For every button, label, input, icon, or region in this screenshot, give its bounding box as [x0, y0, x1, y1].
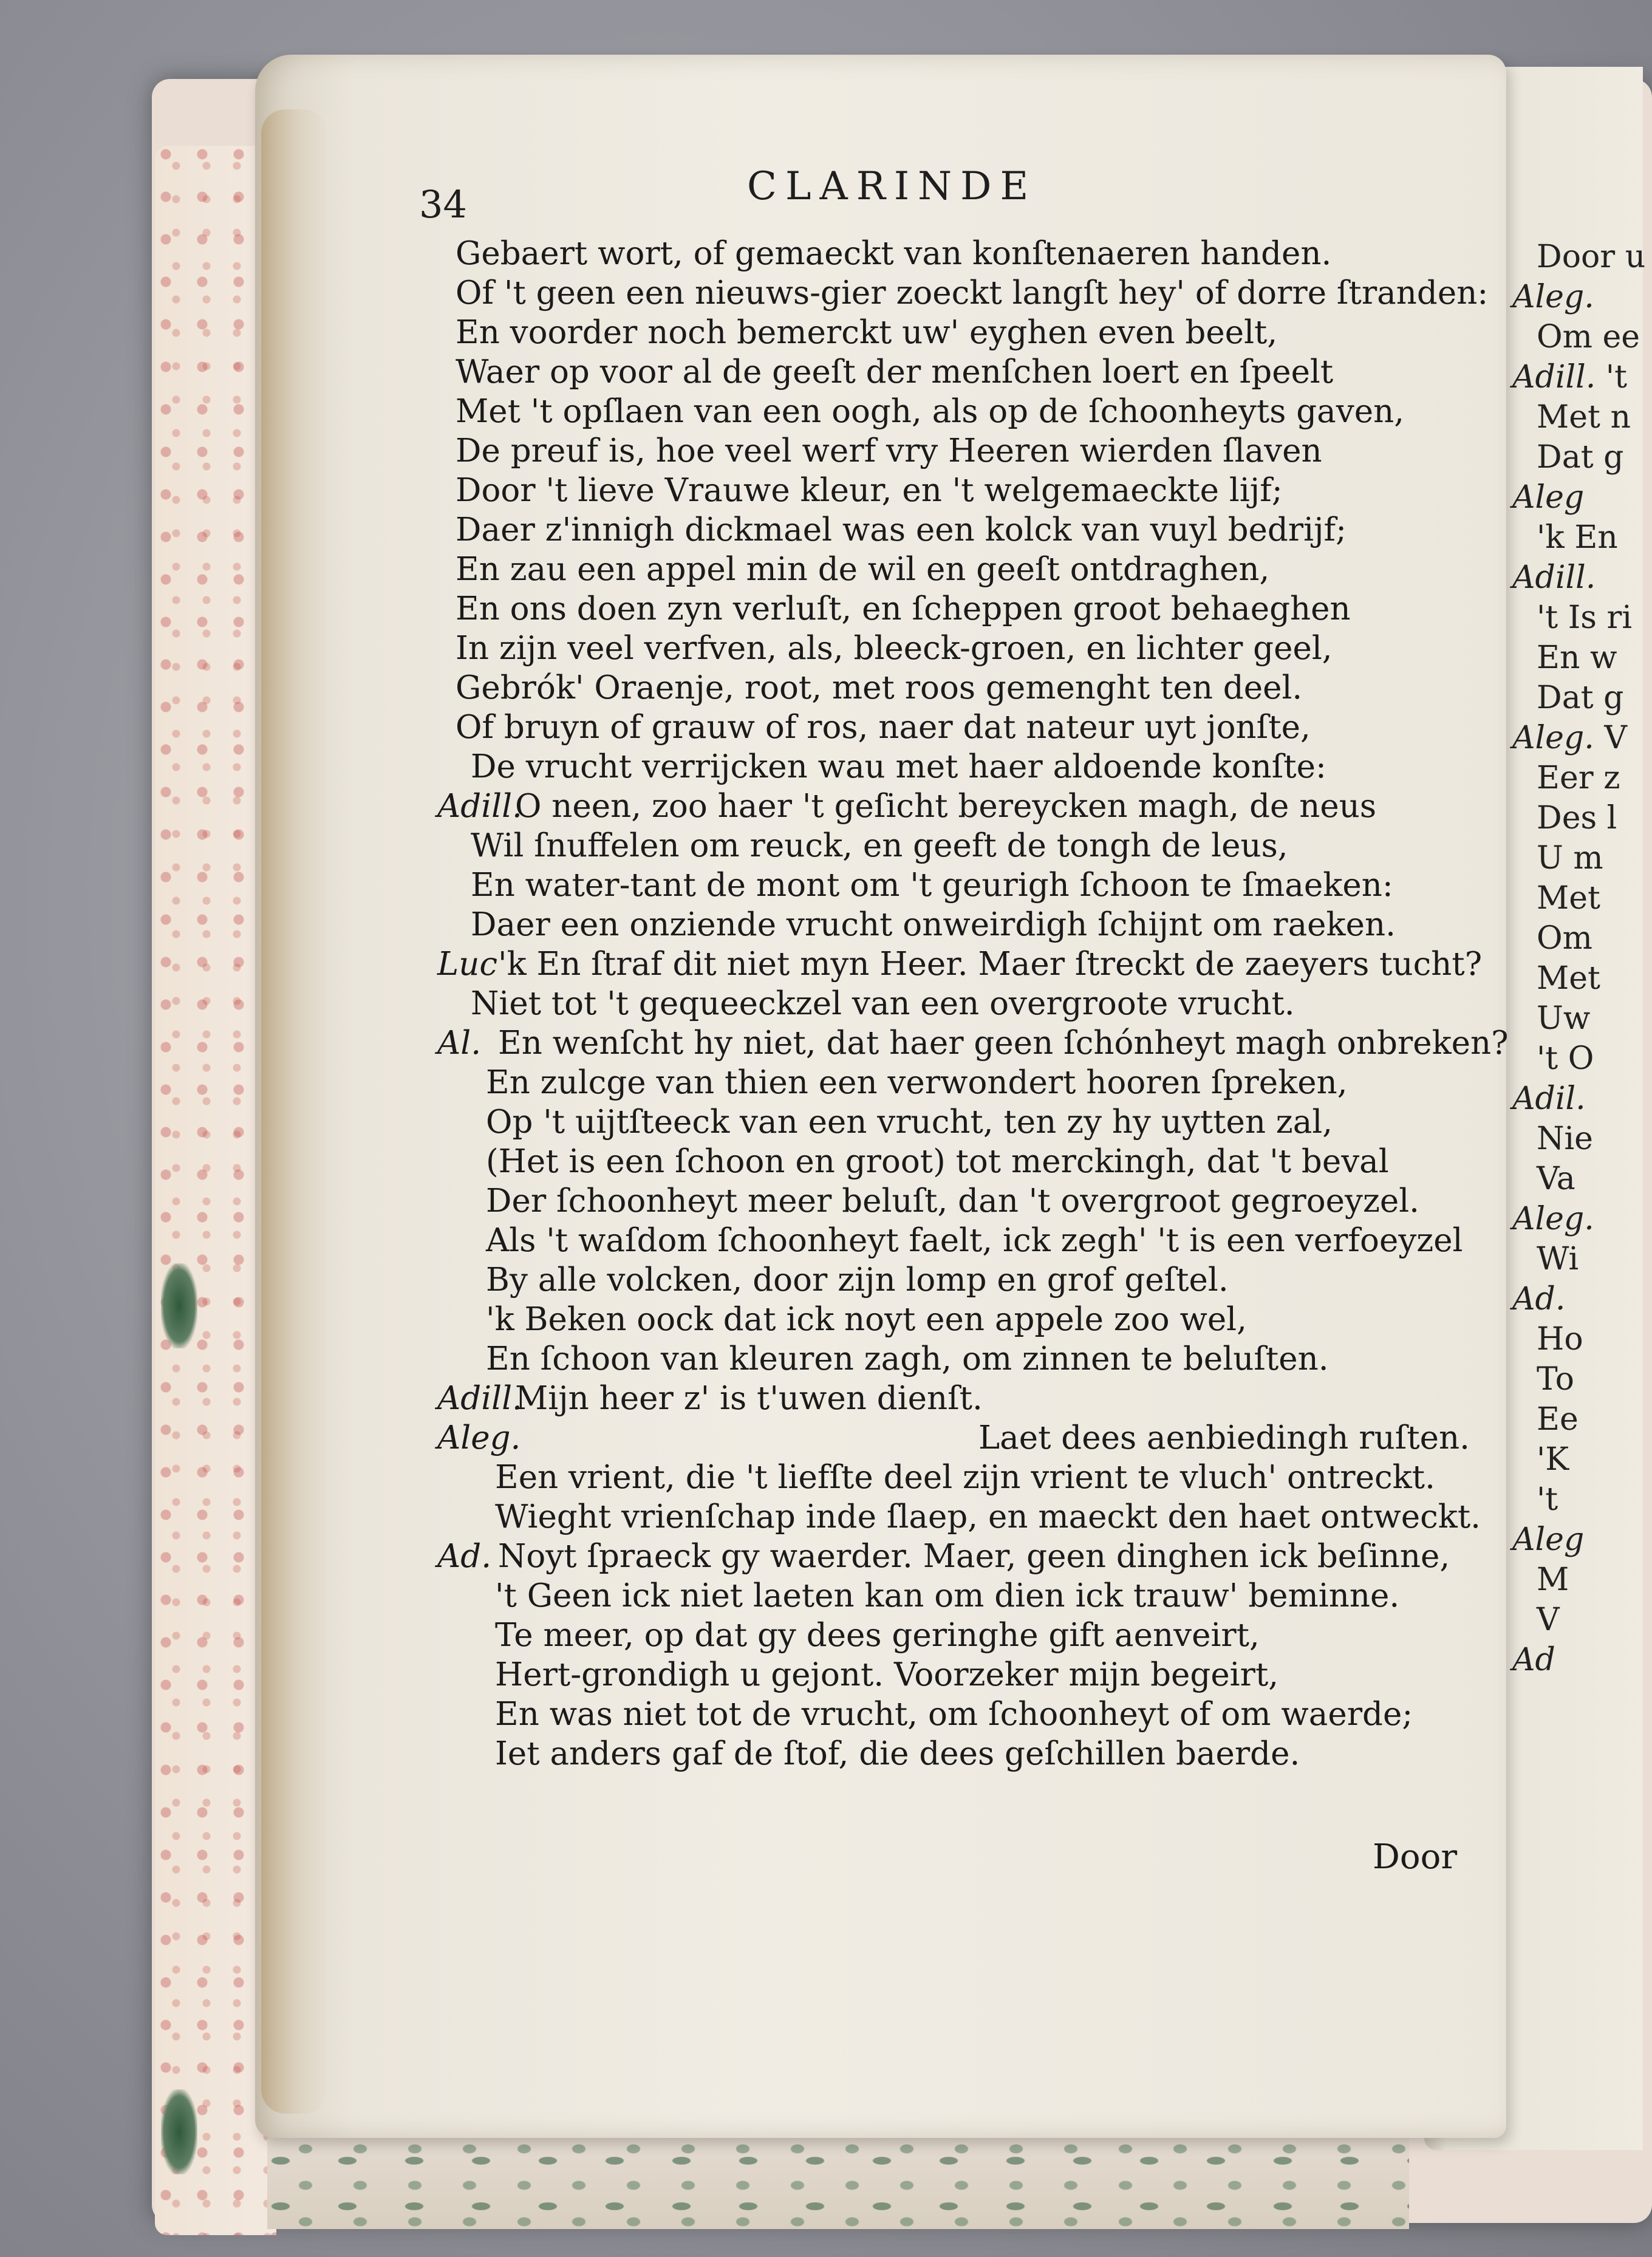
- facing-line: [1512, 1319, 1625, 1359]
- facing-text: Met: [1537, 960, 1600, 997]
- facing-text: Ho: [1537, 1321, 1583, 1357]
- facing-line: [1512, 1600, 1625, 1640]
- verse-line: [437, 1023, 1509, 1063]
- verse-line: [437, 1655, 1458, 1695]
- verse-line: [437, 944, 1483, 984]
- facing-line: [1512, 999, 1625, 1039]
- verse-line: [437, 1379, 1458, 1418]
- verse-text-line: Als 't waſdom ſchoonheyt faelt, ick zegh' 't is een verfoeyzel: [486, 1222, 1463, 1259]
- facing-line: [1512, 1399, 1625, 1439]
- catchword: Door: [1373, 1837, 1458, 1877]
- facing-line: [1512, 517, 1625, 558]
- verse-text: [437, 234, 1509, 1774]
- verse-line: [437, 747, 1458, 787]
- verse-text-line: Der ſchoonheyt meer beluſt, dan 't overgroot gegroeyzel.: [486, 1183, 1420, 1220]
- verse-text-line: Door 't lieve Vrauwe kleur, en 't welgemaeckte lijf;: [456, 472, 1283, 509]
- verse-text-line: Noyt ſpraeck gy waerder. Maer, geen dinghen ick beſinne,: [498, 1538, 1450, 1575]
- verse-line: [437, 1300, 1458, 1339]
- verse-text-line: En voorder noch bemerckt uw' eyghen even beelt,: [456, 314, 1278, 351]
- speaker-label: Ad.: [437, 1538, 492, 1575]
- speaker-label: Adill.: [437, 1380, 522, 1417]
- facing-text: Met n: [1537, 399, 1631, 435]
- verse-text-line: Te meer, op dat gy dees geringhe gift aenveirt,: [495, 1617, 1260, 1654]
- speaker-label: Aleg.: [437, 1419, 521, 1456]
- verse-text-line: De preuf is, hoe veel werf vry Heeren wierden ſlaven: [456, 432, 1322, 469]
- facing-line: [1512, 958, 1625, 999]
- verse-line: [437, 1181, 1458, 1221]
- facing-text: Dat g: [1537, 439, 1624, 476]
- facing-speaker: Ad: [1512, 1642, 1555, 1678]
- facing-text: 't O: [1537, 1040, 1594, 1077]
- verse-line: [437, 1260, 1458, 1300]
- facing-text: Wi: [1537, 1241, 1579, 1277]
- verse-text-line: Waer op voor al de geeſt der menſchen loert en ſpeelt: [456, 353, 1334, 391]
- verse-line: [437, 1063, 1458, 1102]
- verse-line: [437, 234, 1458, 273]
- facing-speaker: Adil.: [1512, 1081, 1586, 1117]
- verse-text-line: En water-tant de mont om 't geurigh ſchoon te ſmaeken:: [471, 867, 1393, 904]
- facing-page-text: [1512, 237, 1646, 1907]
- verse-text-line: En was niet tot de vrucht, om ſchoonheyt of om waerde;: [495, 1696, 1413, 1733]
- facing-line: [1512, 678, 1625, 718]
- verse-text-line: Een vrient, die 't liefſte deel zijn vrient te vluch' ontreckt.: [495, 1459, 1435, 1496]
- verse-line: [437, 1102, 1458, 1142]
- facing-line: [1512, 838, 1625, 878]
- verse-text-line: Hert-grondigh u gejont. Voorzeker mijn begeirt,: [495, 1656, 1279, 1693]
- verse-line: [437, 984, 1458, 1023]
- verse-line: [437, 708, 1458, 747]
- binding-stain: [161, 1263, 197, 1348]
- verse-line: [437, 826, 1458, 866]
- facing-text: U m: [1537, 840, 1603, 876]
- facing-speaker: Adill.: [1512, 559, 1596, 596]
- verse-text-line: Op 't uijtſteeck van een vrucht, ten zy hy uytten zal,: [486, 1104, 1333, 1141]
- facing-line: [1512, 1640, 1625, 1680]
- verse-text-line: By alle volcken, door zijn lomp en grof geſtel.: [486, 1262, 1229, 1299]
- facing-line: [1512, 317, 1640, 357]
- speaker-label: Adill.: [437, 788, 522, 825]
- facing-text: 'K: [1537, 1441, 1569, 1478]
- verse-line: [437, 471, 1458, 510]
- facing-line: [1512, 1359, 1625, 1399]
- facing-line: [1512, 1079, 1625, 1119]
- binding-stain: [161, 2089, 197, 2174]
- verse-text-line: En ons doen zyn verluſt, en ſcheppen groot behaeghen: [456, 590, 1351, 627]
- facing-line: [1512, 878, 1625, 918]
- facing-text: V: [1537, 1602, 1560, 1638]
- verse-text-line: (Het is een ſchoon en groot) tot merckingh, dat 't beval: [486, 1143, 1389, 1180]
- speaker-label: Luc: [437, 946, 498, 983]
- verse-line: [437, 589, 1458, 629]
- verse-line: [437, 629, 1458, 668]
- facing-speaker: Aleg: [1512, 479, 1585, 516]
- facing-line: [1512, 1439, 1625, 1480]
- facing-text: To: [1537, 1361, 1574, 1398]
- facing-line: [1512, 437, 1625, 477]
- verse-text-line: In zijn veel verfven, als, bleeck-groen, en lichter geel,: [456, 630, 1333, 667]
- verse-text-line: Gebaert wort, of gemaeckt van konſtenaeren handen.: [456, 235, 1332, 272]
- verse-line: [437, 1734, 1458, 1774]
- verse-text-line: Wil ſnuffelen om reuck, en geeft de tongh de leus,: [471, 827, 1288, 864]
- facing-text: Nie: [1537, 1121, 1593, 1157]
- verse-line: [437, 273, 1489, 313]
- verse-line: [437, 668, 1458, 708]
- verse-text-line: Gebrók' Oraenje, root, met roos gemenght ten deel.: [456, 669, 1303, 706]
- facing-text: M: [1537, 1562, 1569, 1598]
- verse-text-line: Met 't opſlaen van een oogh, als op de ſchoonheyts gaven,: [456, 393, 1405, 430]
- facing-text: Dat g: [1537, 680, 1624, 716]
- verse-text-line: Daer z'innigh dickmael was een kolck van vuyl bedrijf;: [456, 511, 1347, 548]
- facing-line: [1512, 1039, 1625, 1079]
- verse-line: [437, 1221, 1463, 1260]
- facing-line: [1512, 798, 1625, 838]
- verse-line: [437, 352, 1458, 392]
- facing-line: [1512, 237, 1646, 277]
- verse-line: [437, 431, 1458, 471]
- verse-line: [437, 1537, 1458, 1576]
- verse-line: [437, 1497, 1481, 1537]
- verse-text-line: En zulcge van thien een verwondert hooren ſpreken,: [486, 1064, 1348, 1101]
- verse-text-line: Of 't geen een nieuws-gier zoeckt langſt hey' of dorre ſtranden:: [456, 275, 1489, 312]
- verse-line: [437, 1458, 1458, 1497]
- facing-text: 'k En: [1537, 519, 1618, 556]
- facing-text: 't Is ri: [1537, 599, 1632, 636]
- facing-line: [1512, 277, 1625, 317]
- facing-text: En w: [1537, 640, 1617, 676]
- facing-line: [1512, 718, 1625, 758]
- verse-text-line: Mijn heer z' is t'uwen dienſt.: [515, 1380, 983, 1417]
- facing-speaker: Adill.: [1512, 359, 1596, 395]
- facing-line: [1512, 558, 1625, 598]
- verse-line: [437, 1616, 1458, 1655]
- facing-line: [1512, 1199, 1625, 1239]
- verse-text-line: Iet anders gaf de ſtof, die dees geſchillen baerde.: [495, 1735, 1300, 1772]
- facing-speaker: Aleg.: [1512, 1201, 1594, 1237]
- verse-text-line: En wenſcht hy niet, dat haer geen ſchónheyt magh onbreken?: [498, 1025, 1509, 1062]
- verse-line: [437, 510, 1458, 550]
- facing-text: Om ee: [1537, 319, 1640, 355]
- facing-speaker: Ad.: [1512, 1281, 1566, 1317]
- facing-line: [1512, 638, 1625, 678]
- verse-line: [437, 550, 1458, 589]
- facing-line: [1512, 1119, 1625, 1159]
- facing-speaker: Aleg.: [1512, 720, 1594, 756]
- facing-text: Met: [1537, 880, 1600, 917]
- verse-text-line: Wieght vrienſchap inde ſlaep, en maeckt den haet ontweckt.: [495, 1498, 1481, 1535]
- facing-line: [1512, 397, 1631, 437]
- verse-line: [437, 1142, 1458, 1181]
- facing-line: [1512, 1159, 1625, 1199]
- facing-text: Va: [1537, 1161, 1575, 1197]
- verse-line: [437, 1695, 1458, 1734]
- facing-line: [1512, 918, 1625, 958]
- facing-text: 't: [1537, 1481, 1558, 1518]
- page-edge-stain: [261, 109, 328, 2114]
- verse-text-line: En zau een appel min de wil en geeſt ontdraghen,: [456, 551, 1270, 588]
- facing-line: [1512, 598, 1632, 638]
- facing-line: [1512, 1480, 1625, 1520]
- verse-text-line: 'k Beken oock dat ick noyt een appele zoo wel,: [486, 1301, 1247, 1338]
- facing-line: [1512, 1560, 1625, 1600]
- facing-text: Uw: [1537, 1000, 1591, 1037]
- verse-text-line: 't Geen ick niet laeten kan om dien ick trauw' beminne.: [495, 1577, 1400, 1614]
- page-block-edge: [267, 2138, 1409, 2229]
- speaker-label: Al.: [437, 1025, 482, 1062]
- verse-line: [437, 905, 1458, 944]
- facing-line: [1512, 1520, 1625, 1560]
- facing-text: Ee: [1537, 1401, 1579, 1438]
- facing-text: Om: [1537, 920, 1592, 957]
- facing-text: 't: [1605, 359, 1627, 395]
- facing-line: [1512, 357, 1625, 397]
- verse-line: [437, 787, 1458, 826]
- running-head: CLARINDE: [747, 164, 1037, 209]
- verse-text-line: Daer een onziende vrucht onweirdigh ſchijnt om raeken.: [471, 906, 1396, 943]
- facing-text: V: [1604, 720, 1627, 756]
- facing-line: [1512, 1239, 1625, 1279]
- facing-speaker: Aleg: [1512, 1521, 1585, 1558]
- verse-text-line: O neen, zoo haer 't geſicht bereycken magh, de neus: [515, 788, 1377, 825]
- verse-text-line: 'k En ſtraf dit niet myn Heer. Maer ſtreckt de zaeyers tucht?: [498, 946, 1483, 983]
- verse-line: [437, 313, 1458, 352]
- facing-speaker: Aleg.: [1512, 279, 1594, 315]
- verse-text-line: Niet tot 't gequeeckzel van een overgroote vrucht.: [471, 985, 1295, 1022]
- verse-text-line: De vrucht verrijcken wau met haer aldoende konſte:: [471, 748, 1326, 785]
- verse-line: [437, 1339, 1458, 1379]
- facing-line: [1512, 477, 1625, 517]
- facing-text: Eer z: [1537, 760, 1620, 796]
- verse-text-line: En ſchoon van kleuren zagh, om zinnen te beluſten.: [486, 1340, 1329, 1378]
- verse-text-line: Laet dees aenbiedingh ruſten.: [978, 1419, 1470, 1456]
- facing-text: Door u: [1537, 239, 1646, 275]
- facing-text: Des l: [1537, 800, 1617, 836]
- facing-line: [1512, 1279, 1625, 1319]
- page-number: 34: [419, 182, 467, 227]
- verse-line: [437, 866, 1458, 905]
- verse-line: [437, 1576, 1458, 1616]
- verse-line: [437, 392, 1458, 431]
- facing-line: [1512, 758, 1625, 798]
- verse-line: [437, 1418, 1470, 1458]
- verse-text-line: Of bruyn of grauw of ros, naer dat nateur uyt jonſte,: [456, 709, 1311, 746]
